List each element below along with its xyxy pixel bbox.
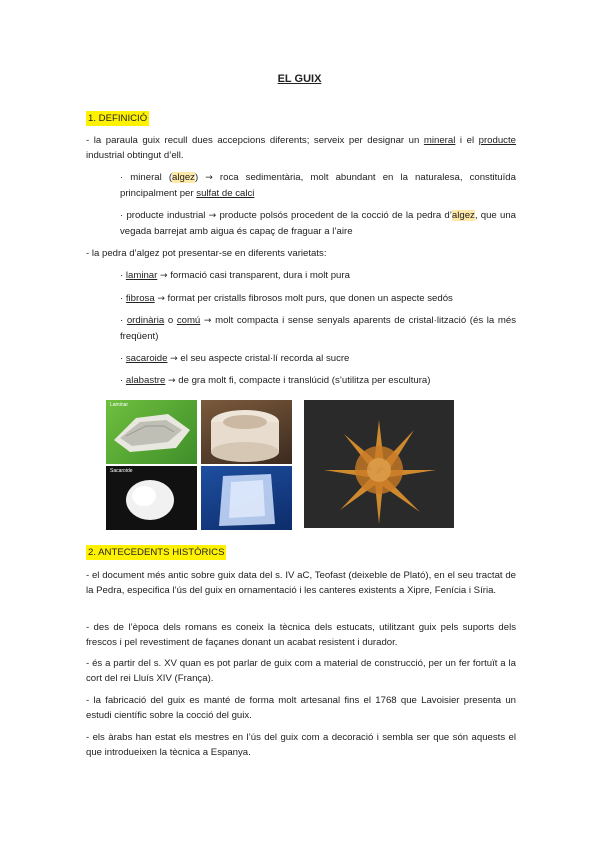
arrow-icon: → — [160, 271, 168, 281]
text: · — [120, 315, 127, 326]
text: · producte industrial — [120, 210, 209, 221]
text: o — [164, 315, 177, 326]
arrow-icon: → — [205, 173, 213, 183]
arrow-icon: → — [170, 354, 178, 364]
text: · mineral ( — [120, 172, 173, 183]
text: - la paraula guix recull dues accepcions diferents; serveix per designar un — [86, 135, 424, 146]
underlined-term-producte: producte — [478, 135, 516, 146]
variety-fibrosa — [120, 291, 516, 307]
image-label: Laminar — [110, 402, 129, 408]
variety-name: fibrosa — [125, 293, 155, 304]
arrow-icon: → — [203, 316, 212, 326]
ordinary-gypsum-image — [201, 400, 292, 464]
variety-name: alabastre — [125, 375, 166, 386]
variety-alabastre — [120, 373, 516, 389]
history-item: - els àrabs han estat els mestres en l’ús del guix com a decoració i sembla ser que són aquests el que introdueixen la tècnica a Espanya. — [86, 732, 516, 758]
text: ) — [194, 172, 206, 183]
history-item: - el document més antic sobre guix data del s. IV aC, Teofast (deixeble de Plató), en el seu tractat de la Pedra, especifica l’ús del guix en ornamentació i les canteres existents a Xipre, Fenícia i Síria. — [86, 570, 516, 596]
underlined-term-mineral: mineral — [423, 135, 456, 146]
variety-laminar — [120, 268, 516, 284]
section-heading-definicio: 1. DEFINICIÓ — [88, 113, 148, 124]
variety-ordinaria — [120, 313, 516, 344]
text: i el — [455, 135, 479, 146]
laminar-gypsum-image — [106, 400, 197, 464]
page-title: EL GUIX — [277, 73, 322, 85]
text: · — [120, 270, 126, 281]
history-item: - des de l’època dels romans es coneix la tècnica dels estucats, utilitzant guix pels suports dels frescos i pel revestiment de façanes donant un acabat resistent i durador. — [86, 622, 516, 648]
item-producte-industrial — [120, 208, 516, 239]
text: producte polsós procedent de la cocció de la pedra d’ — [216, 210, 452, 221]
gypsum-varieties-image-grid — [106, 400, 292, 530]
text: , que una vegada barrejat amb aigua és capaç de fraguar a l’aire — [120, 210, 516, 237]
arrow-icon: → — [157, 294, 165, 304]
text: · — [120, 375, 126, 386]
alabaster-gypsum-image — [201, 466, 292, 530]
text: · — [120, 293, 126, 304]
arrow-icon: → — [168, 376, 176, 386]
item-mineral — [120, 170, 516, 201]
text: · — [120, 353, 126, 364]
highlighted-term-algez: algez — [172, 172, 195, 183]
paragraph-varieties-intro: - la pedra d’algez pot presentar-se en diferents varietats: — [86, 248, 327, 259]
variety-description: el seu aspecte cristal·lí recorda al sucre — [177, 353, 350, 364]
variety-name: laminar — [125, 270, 158, 281]
text: industrial obtingut d’ell. — [86, 150, 184, 161]
variety-name: ordinària — [126, 315, 165, 326]
history-item: - és a partir del s. XV quan es pot parlar de guix com a material de construcció, per un fer fortuït a la cort del rei Lluís XIV (França). — [86, 658, 516, 684]
variety-description: formació casi transparent, dura i molt pura — [167, 270, 350, 281]
sacaroide-gypsum-image — [106, 466, 197, 530]
paragraph-definition — [86, 133, 516, 163]
section-heading-antecedents: 2. ANTECEDENTS HISTÒRICS — [88, 547, 225, 558]
arrow-icon: → — [208, 211, 217, 221]
history-item: - la fabricació del guix es manté de forma molt artesanal fins el 1768 que Lavoisier presenta un estudi científic sobre la cocció del guix. — [86, 695, 516, 721]
text: roca sedimentària, molt abundant en la naturalesa, constituïda principalment per — [120, 172, 516, 199]
variety-description: de gra molt fi, compacte i translúcid (s’utilitza per escultura) — [175, 375, 431, 386]
variety-sacaroide — [120, 351, 516, 367]
variety-name: comú — [176, 315, 201, 326]
underlined-term-sulfat: sulfat de calci — [196, 188, 255, 199]
variety-name: sacaroide — [125, 353, 168, 364]
variety-description: format per cristalls fibrosos molt purs, que donen un aspecte sedós — [164, 293, 453, 304]
image-label: Sacaroide — [110, 468, 133, 474]
highlighted-term-algez: algez — [451, 210, 475, 221]
variety-description: molt compacta i sense senyals aparents de cristal·lització (és la més freqüent) — [120, 315, 516, 342]
gypsum-crystal-cluster-photo — [304, 400, 454, 528]
